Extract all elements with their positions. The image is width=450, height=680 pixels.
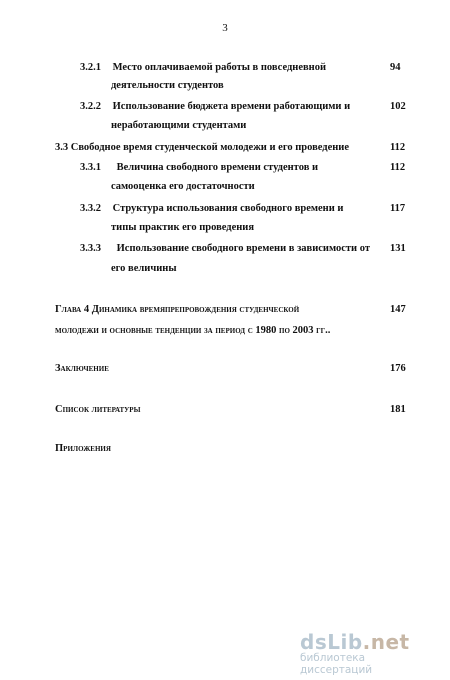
toc-bibliography[interactable]: Список литературы — [55, 404, 141, 415]
toc-chapter-4[interactable] — [55, 303, 299, 316]
toc-entry-title-cont: деятельности студентов — [111, 80, 224, 91]
toc-page-number: 181 — [390, 404, 406, 415]
toc-entry-number: 3.3.2 — [80, 203, 101, 214]
toc-entry-3-3-3[interactable] — [80, 242, 370, 255]
toc-entry-number: 3.3.3 — [80, 243, 101, 254]
toc-appendix[interactable]: Приложения — [55, 443, 111, 454]
toc-entry-title-cont: типы практик его проведения — [111, 222, 255, 233]
toc-entry-number: 3.3 — [55, 142, 69, 153]
toc-entry-number: 3.2.1 — [80, 62, 101, 73]
toc-entry-number: 3.2.2 — [80, 101, 101, 112]
toc-chapter-label: Глава 4 — [55, 304, 90, 315]
toc-entry-3-2-2[interactable] — [80, 100, 350, 113]
toc-entry-3-3-2[interactable] — [80, 202, 343, 215]
toc-entry-title: Величина свободного времени студентов и — [116, 162, 319, 173]
toc-entry-title-cont: неработающими студентами — [111, 120, 247, 131]
toc-entry-title-cont: самооценка его достаточности — [111, 181, 255, 192]
toc-entry-title: Использование бюджета времени работающими и — [112, 101, 351, 112]
toc-entry-3-2-1[interactable] — [80, 61, 326, 74]
watermark-caption: библиотека диссертаций — [300, 652, 373, 676]
toc-page-number: 131 — [390, 243, 406, 254]
toc-conclusion[interactable]: Заключение — [55, 363, 109, 374]
toc-page-number: 112 — [390, 162, 406, 173]
toc-page-number: 117 — [390, 203, 406, 214]
toc-entry-3-3[interactable] — [55, 141, 349, 154]
watermark-logo: dsLib.net — [300, 630, 410, 654]
toc-chapter-title-cont: молодежи и основные тенденции за период с 1980 по 2003 гг.. — [55, 325, 331, 336]
toc-page-number: 102 — [390, 101, 406, 112]
toc-entry-title: Структура использования свободного времени и — [112, 203, 344, 214]
toc-chapter-title: Динамика времяпрепровождения студенческой — [91, 304, 300, 315]
page-number: 3 — [222, 22, 228, 34]
toc-entry-number: 3.3.1 — [80, 162, 101, 173]
toc-page-number: 112 — [390, 142, 406, 153]
toc-entry-title: Место оплачиваемой работы в повседневной — [112, 62, 327, 73]
toc-page-number: 94 — [390, 62, 401, 73]
toc-entry-3-3-1[interactable] — [80, 161, 318, 174]
toc-entry-title: Свободное время студенческой молодежи и его проведение — [70, 142, 350, 153]
toc-entry-title-cont: его величины — [111, 263, 177, 274]
toc-entry-title: Использование свободного времени в зависимости от — [116, 243, 370, 254]
toc-page-number: 147 — [390, 304, 406, 315]
watermark — [300, 630, 440, 676]
toc-page-number: 176 — [390, 363, 406, 374]
